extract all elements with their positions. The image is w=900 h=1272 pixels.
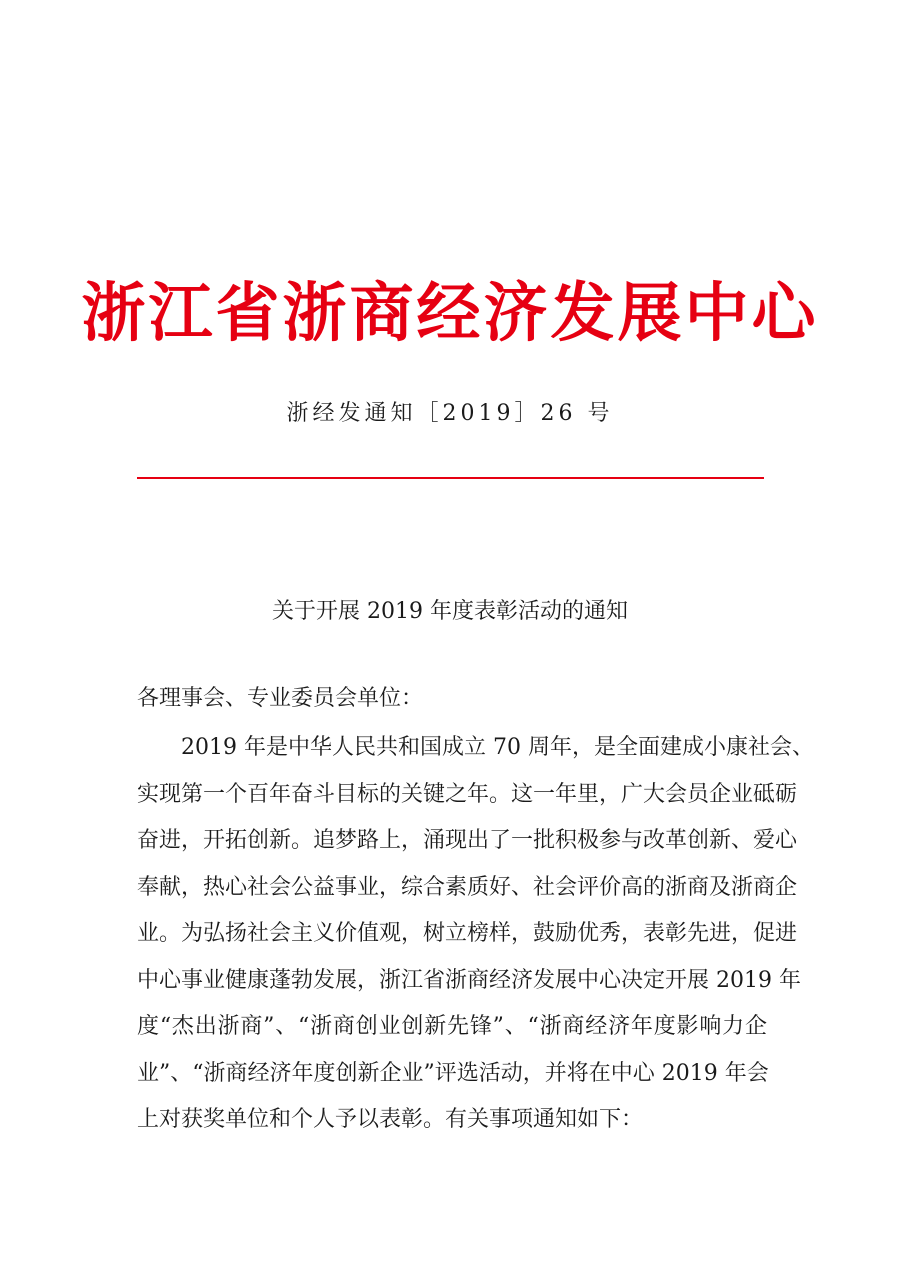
red-divider-line	[137, 477, 764, 479]
body-line: 实现第一个百年奋斗目标的关键之年。这一年里，广大会员企业砥砺	[137, 781, 798, 807]
body-line: 业”、“浙商经济年度创新企业”评选活动，并将在中心 2019 年会	[137, 1060, 769, 1086]
notice-body	[137, 728, 814, 1147]
salutation: 各理事会、专业委员会单位：	[137, 686, 424, 711]
body-line: 度“杰出浙商”、“浙商创业创新先锋”、“浙商经济年度影响力企	[137, 1014, 767, 1039]
body-line: 奋进，开拓创新。追梦路上，涌现出了一批积极参与改革创新、爱心	[137, 828, 798, 853]
notice-title: 关于开展 2019 年度表彰活动的通知	[272, 599, 628, 624]
document-number: 浙经发通知［2019］26 号	[286, 401, 614, 426]
body-line: 业。为弘扬社会主义价值观，树立榜样，鼓励优秀，表彰先进，促进	[137, 921, 798, 946]
body-line: 中心事业健康蓬勃发展，浙江省浙商经济发展中心决定开展 2019 年	[137, 967, 801, 993]
body-line: 2019 年是中华人民共和国成立 70 周年，是全面建成小康社会、	[181, 735, 814, 760]
body-line: 奉献，热心社会公益事业，综合素质好、社会评价高的浙商及浙商企	[137, 874, 798, 900]
org-masthead-title: 浙江省浙商经济发展中心	[81, 277, 819, 351]
body-line: 上对获奖单位和个人予以表彰。有关事项通知如下：	[137, 1107, 644, 1132]
